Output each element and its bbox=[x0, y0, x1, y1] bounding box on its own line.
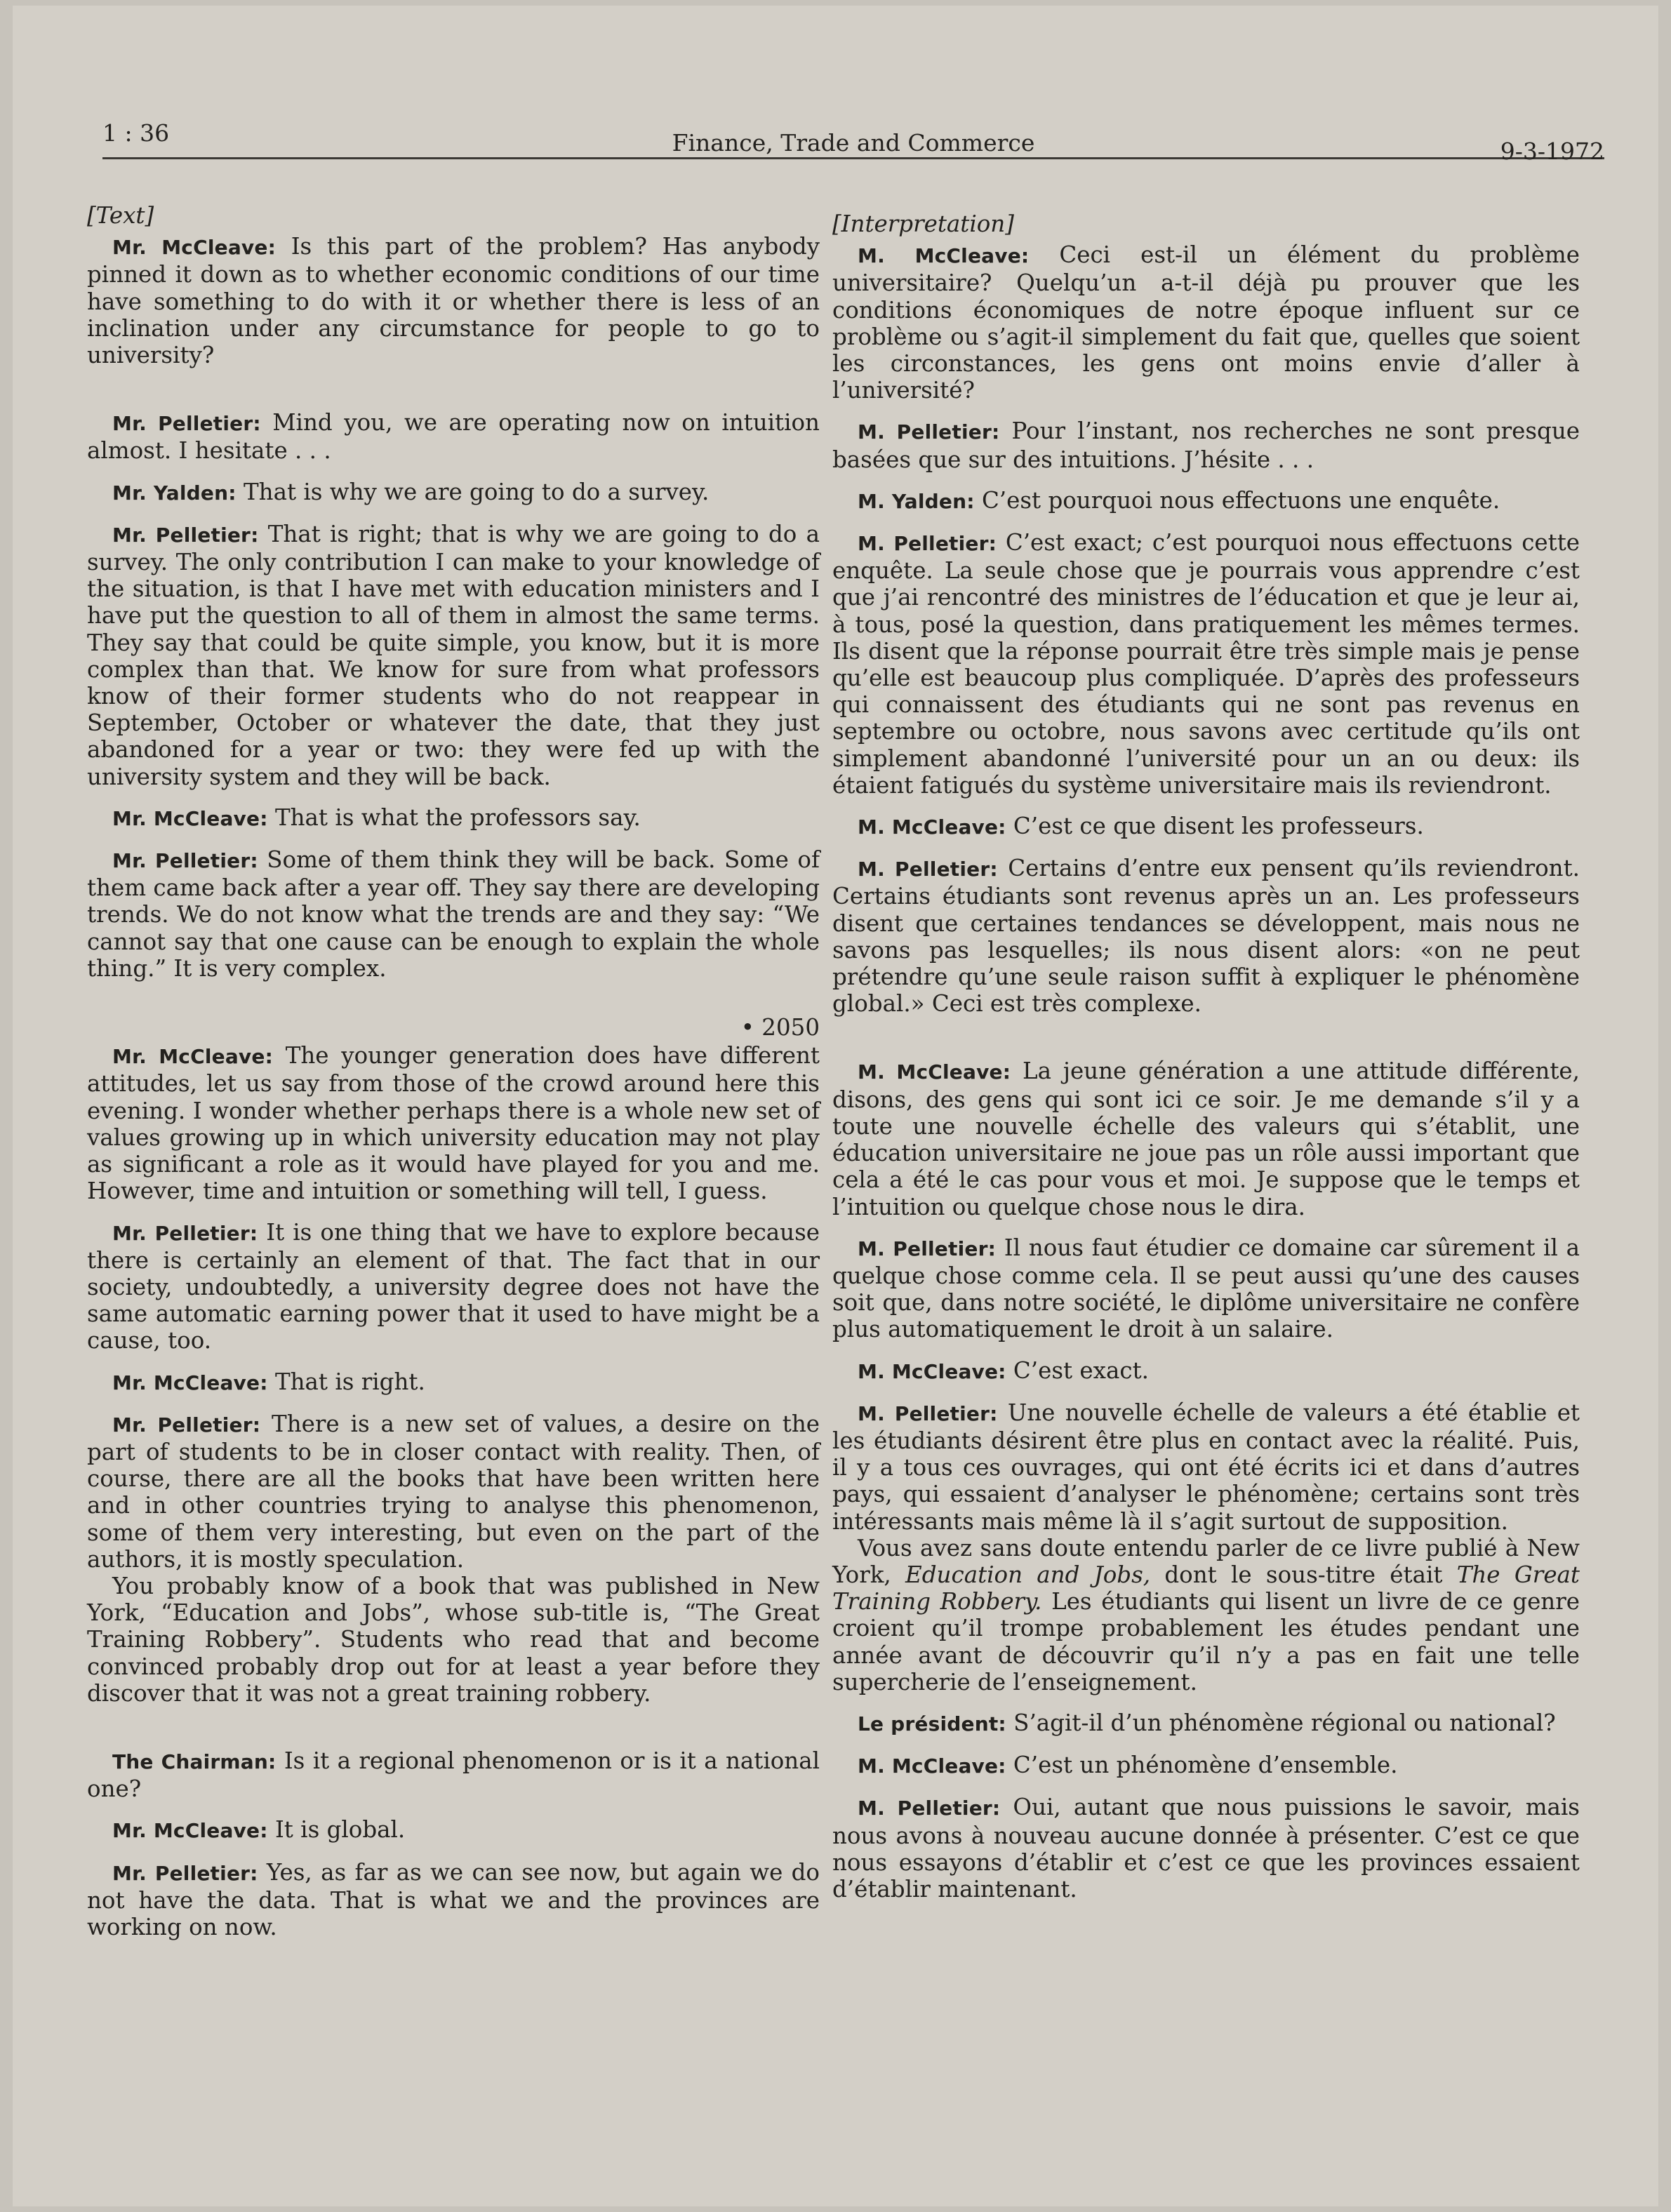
speaker-name: Mr. Pelletier: bbox=[112, 523, 259, 547]
paragraph bbox=[832, 1234, 1580, 1343]
speaker-name: M. Pelletier: bbox=[858, 532, 997, 556]
paragraph bbox=[87, 521, 820, 790]
paragraph-text: C’est ce que disent les professeurs. bbox=[1006, 813, 1424, 840]
header-date: 9-3-1972 bbox=[1500, 138, 1604, 165]
speaker-name: M. McCleave: bbox=[858, 815, 1006, 839]
paragraph bbox=[87, 1859, 820, 1941]
speaker-name: M. McCleave: bbox=[858, 244, 1030, 268]
paragraph-text: Vous avez sans doute entendu parler de ce livre publié à New York, bbox=[832, 1534, 1580, 1588]
page-number: 1 : 36 bbox=[102, 119, 170, 147]
paragraph bbox=[87, 1816, 820, 1844]
paragraph-text: Pour l’instant, nos recherches ne sont presque basées que sur des intuitions. J’hésite . . . bbox=[832, 418, 1580, 473]
paragraph bbox=[832, 529, 1580, 799]
paragraph-text: You probably know of a book that was published in New York, “Education and Jobs”, whose sub-title is, “The Great Training Robbery”. Students who read that and become convinced probably drop out for at least a year before they discover that it was not a great training robbery. bbox=[87, 1572, 820, 1707]
speaker-name: M. McCleave: bbox=[858, 1060, 1011, 1084]
paragraph-text: C’est pourquoi nous effectuons une enquête. bbox=[974, 486, 1500, 514]
paragraph bbox=[832, 1535, 1580, 1695]
paragraph-text: Is it a regional phenomenon or is it a national one? bbox=[87, 1747, 820, 1803]
french-column bbox=[832, 211, 1580, 1917]
paragraph bbox=[832, 855, 1580, 1017]
paragraph bbox=[87, 846, 820, 982]
paragraph bbox=[832, 813, 1580, 841]
paragraph bbox=[87, 1368, 820, 1397]
paragraph-text: C’est exact. bbox=[1006, 1357, 1149, 1384]
speaker-name: Mr. Pelletier: bbox=[112, 849, 258, 873]
paragraph bbox=[87, 804, 820, 832]
paragraph-text: Mind you, we are operating now on intuition almost. I hesitate . . . bbox=[87, 409, 820, 465]
speaker-name: Mr. Pelletier: bbox=[112, 1221, 258, 1245]
paragraph bbox=[832, 1710, 1580, 1738]
speaker-name: M. Pelletier: bbox=[858, 858, 998, 881]
paragraph-text: That is why we are going to do a survey. bbox=[236, 478, 710, 505]
header-title: Finance, Trade and Commerce bbox=[672, 129, 1035, 156]
paragraph-text: It is one thing that we have to explore because there is certainly an element of that. The fact that in our society, undoubtedly, a university degree does not have the same automatic earning power that it used to have might be a cause, too. bbox=[87, 1218, 820, 1354]
paragraph bbox=[832, 487, 1580, 515]
speaker-name: M. Pelletier: bbox=[858, 1797, 1001, 1820]
book-subtitle: The Great Training Robbery. bbox=[832, 1561, 1580, 1615]
time-mark: • 2050 bbox=[740, 1014, 820, 1041]
paragraph-text: It is global. bbox=[267, 1816, 406, 1844]
paragraph-text: Some of them think they will be back. Some of them came back after a year off. They say there are developing trends. We do not know what the trends are and they say: “We cannot say that one cause can be enough to explain the whole thing.” It is very complex. bbox=[87, 846, 820, 982]
speaker-name: Mr. McCleave: bbox=[112, 1819, 268, 1843]
speaker-name: M. Pelletier: bbox=[858, 420, 1000, 444]
paragraph bbox=[87, 1411, 820, 1573]
speaker-name: Mr. McCleave: bbox=[112, 236, 276, 260]
paragraph-text: Il nous faut étudier ce domaine car sûrement il a quelque chose comme cela. Il se peut aussi qu’une des causes soit que, dans notre société, le diplôme universitaire ne confère plus automatiquement le droit à un salaire. bbox=[832, 1234, 1580, 1343]
speaker-name: M. McCleave: bbox=[858, 1359, 1006, 1383]
paragraph bbox=[832, 1399, 1580, 1535]
paragraph-text: C’est un phénomène d’ensemble. bbox=[1006, 1752, 1398, 1779]
speaker-name: M. Pelletier: bbox=[858, 1401, 998, 1425]
speaker-name: M. Pelletier: bbox=[858, 1237, 996, 1260]
paragraph bbox=[832, 418, 1580, 472]
paragraph bbox=[87, 1573, 820, 1707]
paragraph bbox=[832, 1794, 1580, 1903]
paragraph-text: S’agit-il d’un phénomène régional ou national? bbox=[1006, 1709, 1556, 1736]
speaker-name: Mr. Pelletier: bbox=[112, 1861, 258, 1885]
paragraph bbox=[87, 233, 820, 368]
paragraph-text: Ceci est-il un élément du problème universitaire? Quelqu’un a-t-il déjà pu prouver que les conditions économiques de notre époque influent sur ce problème ou s’agit-il simplement du fait que, quelles que soient les circonstances, les gens ont moins envie d’aller à l’université? bbox=[832, 241, 1580, 404]
paragraph-text: Yes, as far as we can see now, but again we do not have the data. That is what we and the provinces are working on now. bbox=[87, 1858, 820, 1940]
paragraph-text: La jeune génération a une attitude différente, disons, des gens qui sont ici ce soir. Je me demande s’il y a toute une nouvelle échelle des valeurs qui s’établit, une éducation universitaire ne joue pas un rôle aussi important que cela a été le cas pour vous et moi. Je suppose que le temps et l’intuition ou quelque chose nous le dira. bbox=[832, 1058, 1580, 1220]
paragraph bbox=[832, 241, 1580, 404]
paragraph bbox=[832, 1058, 1580, 1220]
page-header bbox=[102, 118, 1604, 165]
book-title: Education and Jobs, bbox=[905, 1561, 1151, 1588]
paragraph bbox=[87, 479, 820, 507]
paragraph-text: Une nouvelle échelle de valeurs a été établie et les étudiants désirent être plus en contact avec la réalité. Puis, il y a tous ces ouvrages, qui ont été écrits ici et dans d’autres pays, qui essaient d’analyser le phénomène; certains sont très intéressants mais même là il s’agit surtout de supposition. bbox=[832, 1399, 1580, 1535]
speaker-name: Mr. Pelletier: bbox=[112, 1413, 261, 1437]
paragraph-text: dont le sous-titre était bbox=[1150, 1561, 1457, 1588]
speaker-name: Mr. Yalden: bbox=[112, 481, 237, 505]
paragraph-text: Is this part of the problem? Has anybody pinned it down as to whether economic conditions of our time have something to do with it or whether there is less of an inclination under any circumstance for people to go to university? bbox=[87, 233, 820, 369]
speaker-name: Mr. McCleave: bbox=[112, 1045, 273, 1069]
paragraph-text: There is a new set of values, a desire on the part of students to be in closer contact with reality. Then, of course, there are all the books that have been written here and in other countries trying to analyse this phenomenon, some of them very interesting, but even on the part of the authors, it is mostly speculation. bbox=[87, 1410, 820, 1573]
section-label-interpretation: [Interpretation] bbox=[832, 211, 1014, 237]
paragraph bbox=[87, 1219, 820, 1354]
paragraph bbox=[87, 409, 820, 464]
paragraph-text: That is right; that is why we are going to do a survey. The only contribution I can make to your knowledge of the situation, is that I have met with education ministers and I have put the question to all of them in almost the same terms. They say that could be quite simple, you know, but it is more complex than that. We know for sure from what professors know of their former students who do not reappear in September, October or whatever the date, that they just abandoned for a year or two: they were fed up with the university system and they will be back. bbox=[87, 520, 820, 790]
paragraph-text: Oui, autant que nous puissions le savoir, mais nous avons à nouveau aucune donnée à présenter. C’est ce que nous essayons d’établir et c’est ce que les provinces essaient d’établir maintenant. bbox=[832, 1794, 1580, 1903]
english-column bbox=[87, 202, 820, 1954]
speaker-name: Mr. McCleave: bbox=[112, 806, 268, 830]
section-label-text: [Text] bbox=[87, 202, 154, 229]
paragraph bbox=[832, 1357, 1580, 1385]
paragraph bbox=[832, 1752, 1580, 1780]
paragraph bbox=[87, 1042, 820, 1204]
paragraph-text: That is right. bbox=[267, 1368, 425, 1395]
speaker-name: M. Yalden: bbox=[858, 489, 975, 513]
paragraph-text: C’est exact; c’est pourquoi nous effectuons cette enquête. La seule chose que je pourrais vous apprendre c’est que j’ai rencontré des ministres de l’éducation et que je leur ai, à tous, posé la question, dans pratiquement les mêmes termes. Ils disent que la réponse pourrait être très simple mais je pense qu’elle est beaucoup plus compliquée. D’après des professeurs qui connaissent des étudiants qui ne sont pas revenus en septembre ou octobre, nous savons avec certitude qu’ils ont simplement abandonné l’université pour un an ou deux: ils étaient fatigués du système universitaire mais ils reviendront. bbox=[832, 529, 1580, 799]
speaker-name: Le président: bbox=[858, 1712, 1006, 1735]
speaker-name: Mr. Pelletier: bbox=[112, 412, 261, 436]
paragraph bbox=[87, 1747, 820, 1802]
paragraph-text: The younger generation does have different attitudes, let us say from those of the crowd around here this evening. I wonder whether perhaps there is a whole new set of values growing up in which university education may not play as significant a role as it would have played for you and me. However, time and intuition or something will tell, I guess. bbox=[87, 1042, 820, 1205]
speaker-name: The Chairman: bbox=[112, 1750, 277, 1773]
paragraph-text: Les étudiants qui lisent un livre de ce genre croient qu’il trompe probablement les études pendant une année avant de découvrir qu’il n’y a pas en fait une telle supercherie de l’enseignement. bbox=[832, 1588, 1580, 1695]
paragraph-text: Certains d’entre eux pensent qu’ils reviendront. Certains étudiants sont revenus après un an. Les professeurs disent que certaines tendances se développent, mais nous ne savons pas lesquelles; ils nous disent alors: «on ne peut prétendre qu’une seule raison suffit à expliquer le phénomène global.» Ceci est très complexe. bbox=[832, 855, 1580, 1018]
paragraph-text: That is what the professors say. bbox=[267, 804, 641, 831]
speaker-name: M. McCleave: bbox=[858, 1754, 1006, 1778]
speaker-name: Mr. McCleave: bbox=[112, 1371, 268, 1394]
